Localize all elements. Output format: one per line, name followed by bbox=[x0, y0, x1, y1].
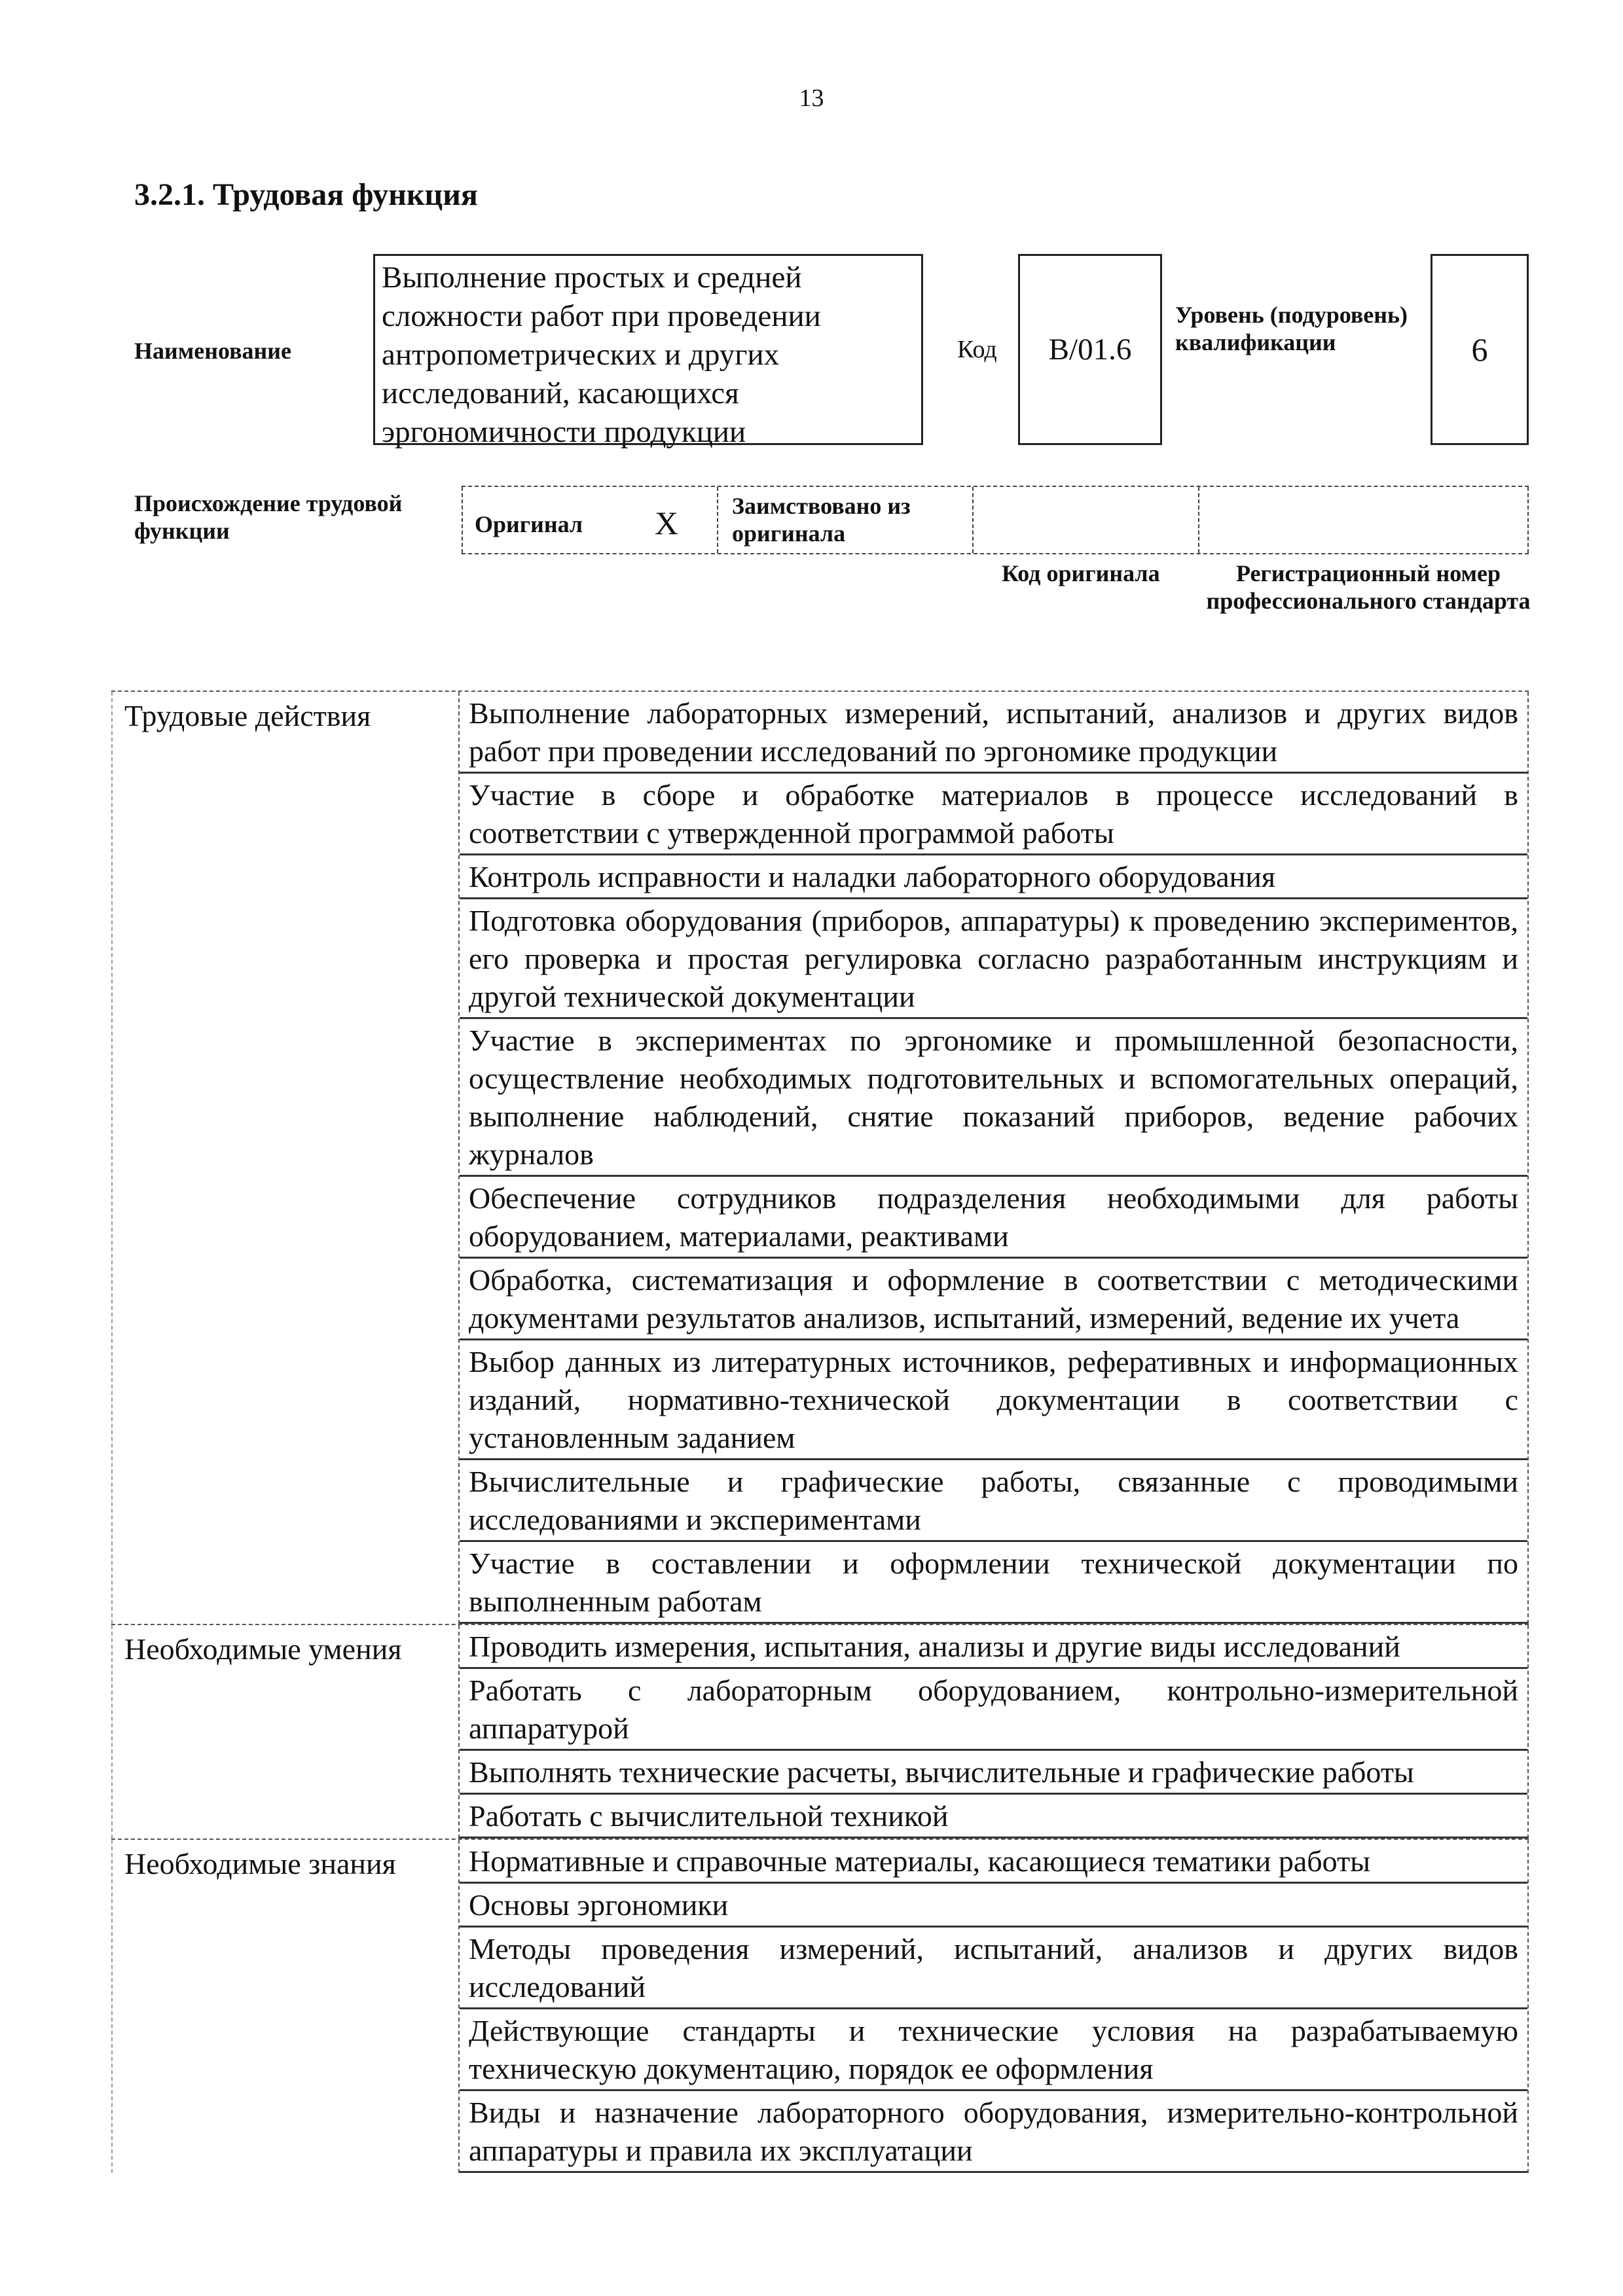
code-label: Код bbox=[957, 336, 997, 363]
section-items bbox=[458, 1625, 1529, 1839]
origin-label: Происхождение трудовой функции bbox=[134, 490, 403, 544]
table-row: Проводить измерения, испытания, анализы и другие виды исследований bbox=[460, 1625, 1527, 1669]
table-row: Участие в сборе и обработке материалов в процессе исследований в соответствии с утвержденной программой работы bbox=[460, 774, 1527, 855]
function-table bbox=[111, 691, 1529, 2173]
registration-number-label: Регистрационный номер профессионального стандарта bbox=[1206, 560, 1531, 614]
table-row: Основы эргономики bbox=[460, 1884, 1527, 1928]
section-items bbox=[458, 1840, 1529, 2173]
table-row: Выбор данных из литературных источников, реферативных и информационных изданий, нормативно-технической документации в соответствии с установленным заданием bbox=[460, 1340, 1527, 1460]
table-row: Методы проведения измерений, испытаний, анализов и других видов исследований bbox=[460, 1928, 1527, 2009]
function-name-box: Выполнение простых и средней сложности работ при проведении антропометрических и других исследований, касающихся эргономичности продукции bbox=[373, 254, 923, 445]
section-items bbox=[458, 692, 1529, 1624]
level-box: 6 bbox=[1431, 254, 1529, 445]
table-row: Контроль исправности и наладки лабораторного оборудования bbox=[460, 855, 1527, 899]
section-label: Необходимые умения bbox=[111, 1625, 458, 1839]
section-label: Трудовые действия bbox=[111, 692, 458, 1624]
table-row: Выполнять технические расчеты, вычислительные и графические работы bbox=[460, 1751, 1527, 1795]
table-row: Участие в экспериментах по эргономике и промышленной безопасности, осуществление необходимых подготовительных и вспомогательных операций, выполнение наблюдений, снятие показаний приборов, ведение рабочих журналов bbox=[460, 1019, 1527, 1177]
code-box: B/01.6 bbox=[1018, 254, 1162, 445]
borrowed-label: Заимствовано из оригинала bbox=[732, 493, 911, 547]
section-label: Необходимые знания bbox=[111, 1840, 458, 2173]
table-row: Выполнение лабораторных измерений, испытаний, анализов и других видов работ при проведении исследований по эргономике продукции bbox=[460, 692, 1527, 774]
table-row: Действующие стандарты и технические условия на разрабатываемую техническую документацию, порядок ее оформления bbox=[460, 2009, 1527, 2091]
table-row: Работать с вычислительной техникой bbox=[460, 1795, 1527, 1839]
table-row: Участие в составлении и оформлении технической документации по выполненным работам bbox=[460, 1542, 1527, 1624]
table-row: Вычислительные и графические работы, связанные с проводимыми исследованиями и экспериментами bbox=[460, 1460, 1527, 1542]
table-row: Подготовка оборудования (приборов, аппаратуры) к проведению экспериментов, его проверка и простая регулировка согласно разработанным инструкциям и другой технической документации bbox=[460, 899, 1527, 1019]
table-row: Обеспечение сотрудников подразделения необходимыми для работы оборудованием, материалами, реактивами bbox=[460, 1177, 1527, 1259]
table-row: Обработка, систематизация и оформление в соответствии с методическими документами результатов анализов, испытаний, измерений, ведение их учета bbox=[460, 1259, 1527, 1340]
table-row: Виды и назначение лабораторного оборудования, измерительно-контрольной аппаратуры и правила их эксплуатации bbox=[460, 2091, 1527, 2173]
origin-row bbox=[462, 486, 1529, 554]
level-label: Уровень (подуровень) квалификации bbox=[1175, 302, 1408, 355]
section-title: 3.2.1. Трудовая функция bbox=[134, 177, 478, 212]
page-number: 13 bbox=[799, 84, 824, 112]
table-section bbox=[111, 691, 1529, 1624]
table-row: Нормативные и справочные материалы, касающиеся тематики работы bbox=[460, 1840, 1527, 1884]
table-row: Работать с лабораторным оборудованием, контрольно-измерительной аппаратурой bbox=[460, 1669, 1527, 1751]
name-label: Наименование bbox=[134, 338, 291, 364]
original-mark: X bbox=[655, 505, 679, 541]
table-section bbox=[111, 1839, 1529, 2173]
table-section bbox=[111, 1624, 1529, 1839]
code-original-label: Код оригинала bbox=[1002, 560, 1160, 586]
original-label: Оригинал bbox=[475, 511, 583, 537]
